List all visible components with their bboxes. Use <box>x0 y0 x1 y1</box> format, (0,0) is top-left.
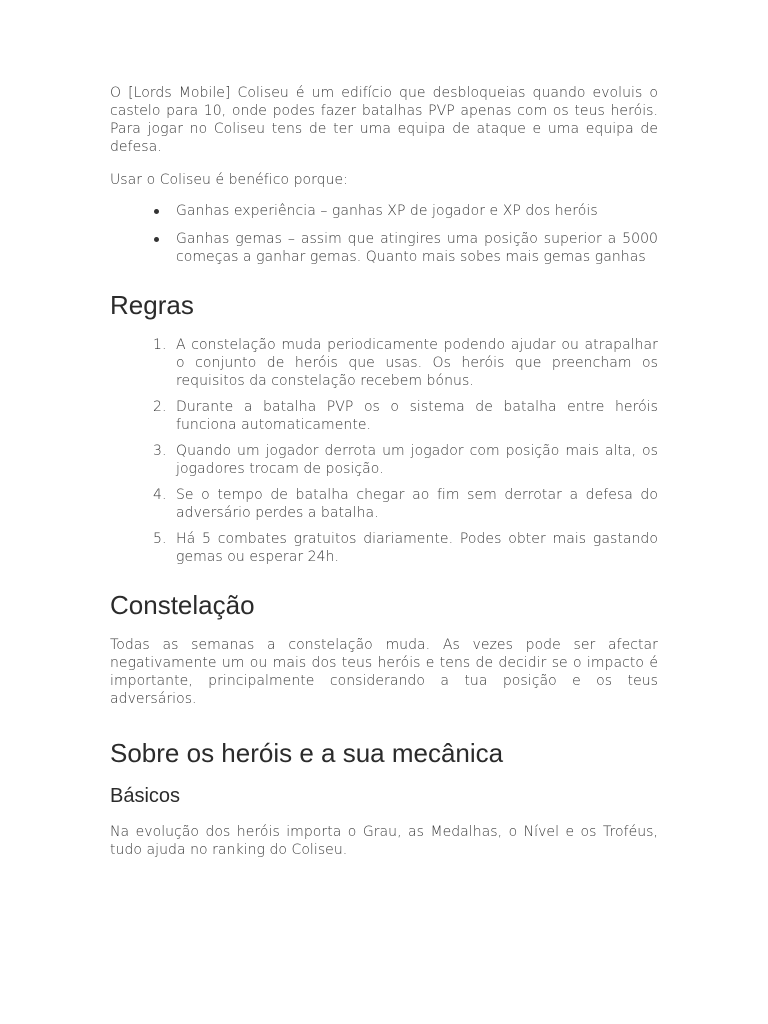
constelacao-paragraph: Todas as semanas a constelação muda. As vezes pode ser afectar negativamente um ou mais dos teus heróis e tens de decidir se o impacto é importante, principalmente considerando a tua posição e os teus adversários. <box>110 637 658 707</box>
intro-paragraph: O [Lords Mobile] Coliseu é um edifício que desbloqueias quando evoluis o castelo para 10, onde podes fazer batalhas PVP apenas com os teus heróis. Para jogar no Coliseu tens de ter uma equipa de ataque e uma equipa de defesa. <box>110 85 658 155</box>
subsection-heading-basicos: Básicos <box>110 785 181 807</box>
list-number: 4. <box>153 487 167 503</box>
benefits-list <box>110 202 658 266</box>
list-item: Ganhas gemas – assim que atingires uma posição superior a 5000 começas a ganhar gemas. Quanto mais sobes mais gemas ganhas <box>176 231 658 265</box>
list-item-text: Há 5 combates gratuitos diariamente. Podes obter mais gastando gemas ou esperar 24h. <box>176 531 658 565</box>
list-item <box>153 336 658 390</box>
list-item-text: A constelação muda periodicamente podendo ajudar ou atrapalhar o conjunto de heróis que usas. Os heróis que preencham os requisitos da constelação recebem bónus. <box>176 337 658 389</box>
section-heading-regras: Regras <box>110 290 194 320</box>
benefits-intro: Usar o Coliseu é benéfico porque: <box>110 172 348 188</box>
list-item <box>153 530 658 566</box>
section-heading-constelacao: Constelação <box>110 590 255 620</box>
list-number: 3. <box>153 443 167 459</box>
list-item-text: Quando um jogador derrota um jogador com posição mais alta, os jogadores trocam de posição. <box>176 443 658 477</box>
list-item-text: Durante a batalha PVP os o sistema de batalha entre heróis funciona automaticamente. <box>176 399 658 433</box>
list-item <box>153 398 658 434</box>
list-item-text: Se o tempo de batalha chegar ao fim sem derrotar a defesa do adversário perdes a batalha. <box>176 487 658 521</box>
basicos-paragraph: Na evolução dos heróis importa o Grau, as Medalhas, o Nível e os Troféus, tudo ajuda no ranking do Coliseu. <box>110 824 658 858</box>
list-number: 2. <box>153 399 167 415</box>
list-number: 5. <box>153 531 167 547</box>
section-heading-herois: Sobre os heróis e a sua mecânica <box>110 738 504 768</box>
list-item <box>153 486 658 522</box>
rules-list <box>110 336 658 566</box>
document-content <box>110 84 658 859</box>
list-item: Ganhas experiência – ganhas XP de jogador e XP dos heróis <box>176 202 658 220</box>
list-number: 1. <box>153 337 167 353</box>
list-item <box>153 442 658 478</box>
